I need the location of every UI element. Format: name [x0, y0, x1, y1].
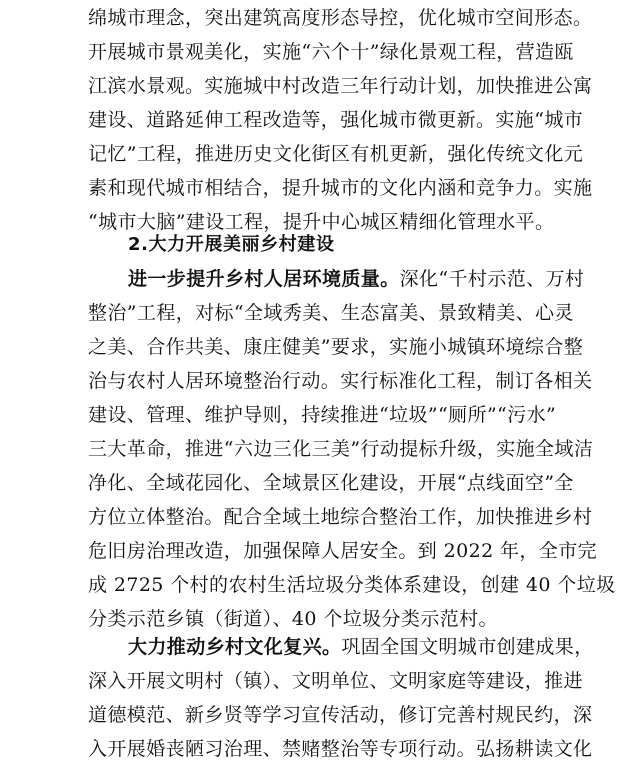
paragraph-3-line-3: 道德模范、新乡贤等学习宣传活动，修订完善村规民约，深: [88, 704, 593, 726]
paragraph-2-line-5: 建设、管理、维护导则，持续推进“垃圾”“厕所”“污水”: [88, 404, 557, 426]
paragraph-2-line-9: 危旧房治理改造，加强保障人居安全。到 2022 年，全市完: [88, 540, 598, 562]
paragraph-2-first-line: [128, 266, 584, 292]
paragraph-2-line-3: 之美、合作共美、康庄健美”要求，实施小城镇环境综合整: [88, 336, 584, 358]
paragraph-2-line-8: 方位立体整治。配合全域土地综合整治工作，加快推进乡村: [88, 506, 593, 528]
paragraph-1-line-5: 记忆”工程，推进历史文化街区有机更新，强化传统文化元: [88, 143, 584, 165]
paragraph-3-first-line-rest: 巩固全国文明城市创建成果，: [341, 636, 594, 658]
paragraph-3-line-2: 深入开展文明村（镇）、文明单位、文明家庭等建设，推进: [88, 670, 583, 692]
paragraph-1-line-6: 素和现代城市相结合，提升城市的文化内涵和竞争力。实施: [88, 177, 593, 199]
paragraph-1-line-4: 建设、道路延伸工程改造等，强化城市微更新。实施“城市: [88, 109, 584, 131]
paragraph-3-first-line: [128, 634, 594, 660]
paragraph-2-line-6: 三大革命，推进“六边三化三美”行动提标升级，实施全域洁: [88, 438, 594, 460]
paragraph-2-line-4: 治与农村人居环境整治行动。实行标准化工程，制订各相关: [88, 370, 593, 392]
paragraph-3-lead: 大力推动乡村文化复兴。: [128, 636, 342, 658]
paragraph-2-line-11: 分类示范乡镇（街道）、40 个垃圾分类示范村。: [88, 608, 498, 630]
paragraph-2-first-line-rest: 深化“千村示范、万村: [399, 268, 585, 290]
paragraph-2-line-10: 成 2725 个村的农村生活垃圾分类体系建设，创建 40 个垃圾: [88, 574, 616, 596]
paragraph-2-line-7: 净化、全域花园化、全域景区化建设，开展“点线面空”全: [88, 472, 574, 494]
paragraph-2-lead: 进一步提升乡村人居环境质量。: [128, 268, 400, 290]
paragraph-1-line-1: 绵城市理念，突出建筑高度形态导控，优化城市空间形态。: [88, 7, 593, 29]
paragraph-2-line-2: 整治”工程，对标“全域秀美、生态富美、景致精美、心灵: [88, 302, 574, 324]
paragraph-1-line-2: 开展城市景观美化，实施“六个十”绿化景观工程，营造瓯: [88, 41, 574, 63]
paragraph-3-line-4: 入开展婚丧陋习治理、禁赌整治等专项行动。弘扬耕读文化: [88, 738, 593, 760]
section-heading: 2.大力开展美丽乡村建设: [128, 234, 335, 255]
paragraph-1-line-7: “城市大脑”建设工程，提升中心城区精细化管理水平。: [88, 211, 555, 233]
paragraph-1-line-3: 江滨水景观。实施城中村改造三年行动计划，加快推进公寓: [88, 75, 593, 97]
